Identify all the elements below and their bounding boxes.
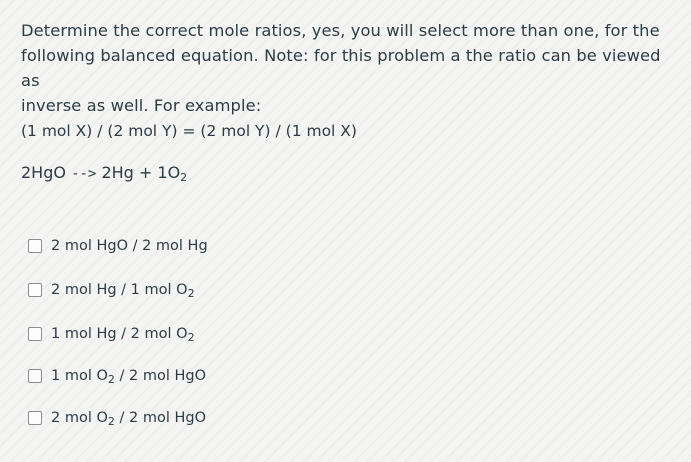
answer-label: 1 mol $O_2 / 2$ mol HgO bbox=[51, 368, 206, 386]
answer-label: 2 mol HgO / 2 mol Hg bbox=[51, 238, 208, 254]
answer-option-2[interactable] bbox=[28, 279, 268, 301]
equation-arrow: --> bbox=[71, 166, 97, 182]
checkbox[interactable] bbox=[28, 283, 42, 297]
checkbox[interactable] bbox=[28, 239, 42, 253]
checkbox[interactable] bbox=[28, 411, 42, 425]
example-ratio: (1 mol X) / (2 mol Y) = (2 mol Y) / (1 mol X) bbox=[21, 122, 357, 140]
equation-reactant: 2HgO bbox=[21, 163, 66, 182]
answer-option-5[interactable] bbox=[28, 407, 268, 429]
equation-subscript: 2 bbox=[180, 171, 188, 184]
checkbox[interactable] bbox=[28, 327, 42, 341]
question-line-2: following balanced equation. Note: for this problem a the ratio can be viewed as bbox=[21, 46, 661, 90]
answer-option-3[interactable] bbox=[28, 323, 268, 345]
question-text bbox=[21, 18, 681, 118]
equation-products: 2Hg + 1O bbox=[101, 163, 181, 182]
question-line-3: inverse as well. For example: bbox=[21, 96, 262, 115]
checkbox[interactable] bbox=[28, 369, 42, 383]
question-line-1: Determine the correct mole ratios, yes, you will select more than one, for the bbox=[21, 21, 660, 40]
answer-label: 2 mol Hg / 1 mol $O_2$ bbox=[51, 282, 195, 300]
balanced-equation bbox=[21, 162, 187, 185]
answer-option-4[interactable] bbox=[28, 365, 268, 387]
answer-label: 1 mol Hg / 2 mol $O_2$ bbox=[51, 326, 195, 344]
answer-option-1[interactable] bbox=[28, 235, 268, 257]
answer-label: 2 mol $O_2 / 2$ mol HgO bbox=[51, 410, 206, 428]
